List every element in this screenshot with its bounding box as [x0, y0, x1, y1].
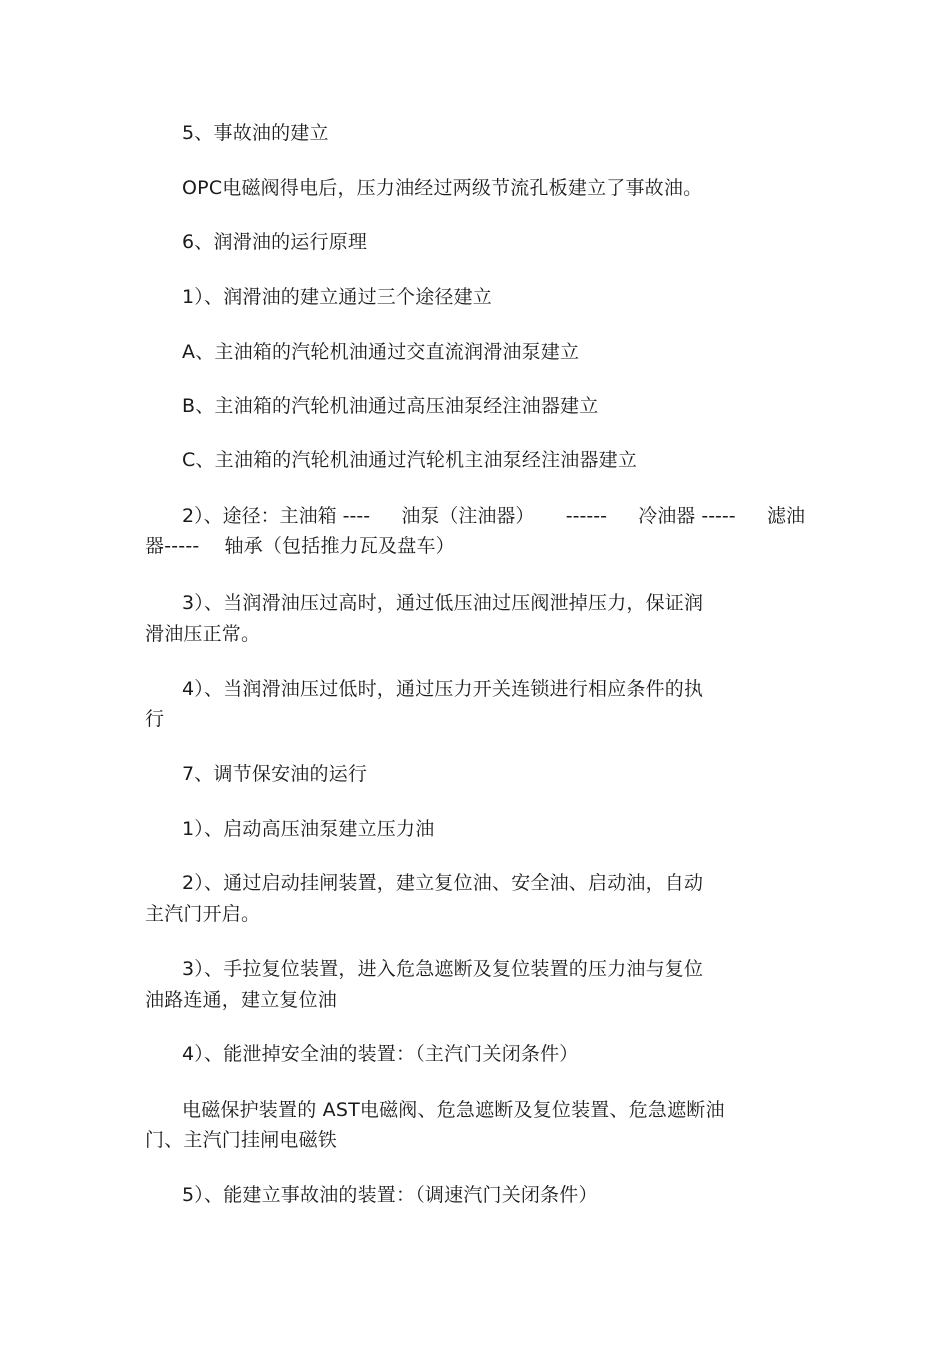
paragraph-safety-1: 1）、启动高压油泵建立压力油	[182, 818, 435, 840]
heading-safety-oil: 7、调节保安油的运行	[182, 763, 368, 785]
paragraph-lube-a: A、主油箱的汽轮机油通过交直流润滑油泵建立	[182, 341, 580, 363]
paragraph-safety-5: 5）、能建立事故油的装置：（调速汽门关闭条件）	[182, 1184, 598, 1206]
paragraph-safety-2-cont: 主汽门开启。	[145, 903, 261, 925]
paragraph-lube-c: C、主油箱的汽轮机油通过汽轮机主油泵经注油器建立	[182, 449, 638, 471]
paragraph-safety-4: 4）、能泄掉安全油的装置：（主汽门关闭条件）	[182, 1043, 579, 1065]
route-part-5: 滤油	[766, 505, 805, 527]
route-part-4: 冷油器 -----	[638, 505, 736, 527]
route-part-1: 2）、途径：主油箱 ----	[182, 505, 371, 527]
paragraph-lube-1: 1）、润滑油的建立通过三个途径建立	[182, 286, 492, 308]
paragraph-safety-2: 2）、通过启动挂闸装置，建立复位油、安全油、启动油，自动	[182, 872, 704, 894]
heading-lube-oil: 6、润滑油的运行原理	[182, 231, 368, 253]
paragraph-ast-cont: 门、主汽门挂闸电磁铁	[145, 1129, 338, 1151]
paragraph-safety-3: 3）、手拉复位装置，进入危急遮断及复位装置的压力油与复位	[182, 958, 704, 980]
route-continuation: 器----- 轴承（包括推力瓦及盘车）	[145, 535, 455, 557]
paragraph-ast: 电磁保护装置的 AST电磁阀、危急遮断及复位装置、危急遮断油	[182, 1099, 725, 1121]
paragraph-lube-b: B、主油箱的汽轮机油通过高压油泵经注油器建立	[182, 395, 599, 417]
route-part-3: ------	[565, 505, 607, 527]
paragraph-lube-4: 4）、当润滑油压过低时，通过压力开关连锁进行相应条件的执	[182, 678, 704, 700]
paragraph-opc: OPC电磁阀得电后，压力油经过两级节流孔板建立了事故油。	[182, 177, 703, 199]
paragraph-lube-4-cont: 行	[145, 708, 165, 730]
paragraph-safety-3-cont: 油路连通，建立复位油	[145, 989, 338, 1011]
paragraph-lube-3: 3）、当润滑油压过高时，通过低压油过压阀泄掉压力，保证润	[182, 592, 704, 614]
route-part-2: 油泵（注油器）	[401, 505, 535, 527]
paragraph-lube-3-cont: 滑油压正常。	[145, 623, 261, 645]
paragraph-route	[182, 507, 805, 526]
heading-accident-oil: 5、事故油的建立	[182, 122, 329, 144]
